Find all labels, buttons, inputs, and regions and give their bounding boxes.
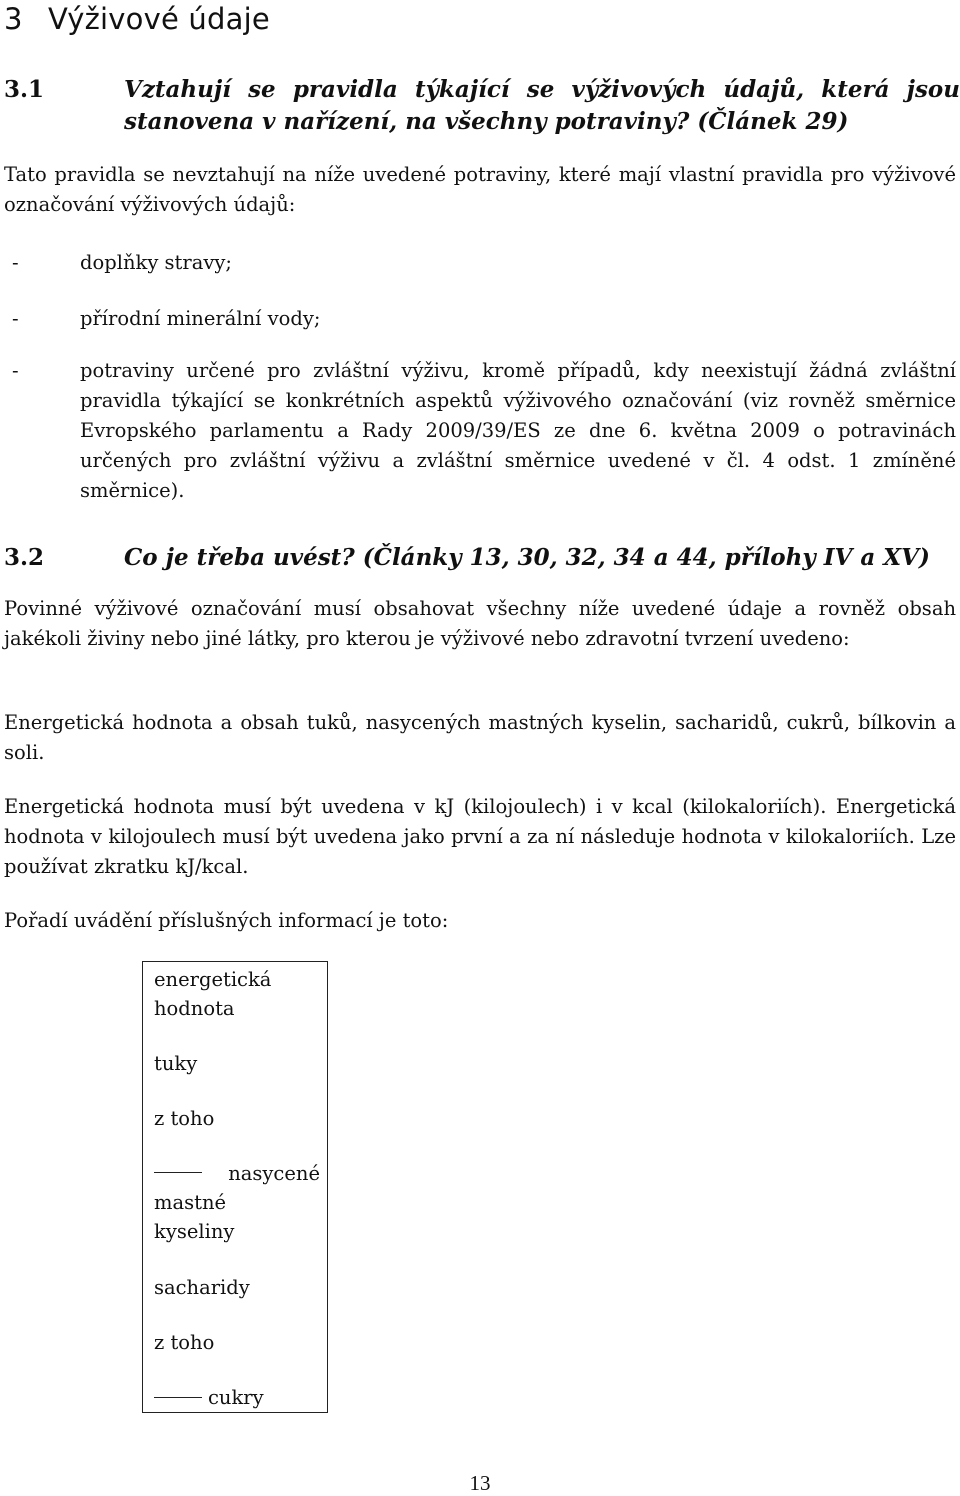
subsection-heading-3-2 bbox=[4, 542, 960, 576]
saturates-label-b: mastné kyseliny bbox=[154, 1191, 235, 1243]
fat-item: tuky bbox=[154, 1052, 198, 1075]
subsection-title: Co je třeba uvést? (Články 13, 30, 32, 34 a 44, přílohy IV a XV) bbox=[124, 544, 930, 571]
subsection-title: Vztahují se pravidla týkající se výživových údajů, která jsou stanovena v nařízení, na všechny potraviny? (Článek 29) bbox=[124, 76, 960, 135]
energy-item: energetická hodnota bbox=[154, 968, 272, 1020]
nutrition-order-box bbox=[142, 961, 328, 1413]
list-item-text: doplňky stravy; bbox=[80, 251, 232, 274]
saturates-label-a: nasycené bbox=[228, 1162, 320, 1185]
intro-paragraph: Tato pravidla se nevztahují na níže uvedené potraviny, které mají vlastní pravidla pro výživové označování výživových údajů: bbox=[4, 163, 956, 216]
dash-line bbox=[154, 1397, 202, 1398]
units-paragraph: Energetická hodnota musí být uvedena v kJ (kilojoulech) i v kcal (kilokaloriích). Energetická hodnota v kilojoulech musí být uvedena jako první a za ní následuje hodnota v kilokaloriích. Lze používat zkratku kJ/kcal. bbox=[4, 795, 956, 878]
dash-line bbox=[154, 1172, 202, 1173]
list-dash: - bbox=[12, 359, 19, 382]
section-number: 3 bbox=[4, 2, 23, 36]
of-which-label: z toho bbox=[154, 1331, 215, 1354]
section-title: Výživové údaje bbox=[48, 2, 270, 36]
subsection-number: 3.1 bbox=[4, 76, 45, 103]
subsection-number: 3.2 bbox=[4, 544, 45, 571]
order-intro-paragraph: Pořadí uvádění příslušných informací je toto: bbox=[4, 909, 449, 932]
list-item-text: potraviny určené pro zvláštní výživu, kromě případů, kdy neexistují žádná zvláštní pravidla týkající se konkrétních aspektů výživového označování (viz rovněž směrnice Evropského parlamentu a Rady 2009/39/ES ze dne 6. května 2009 o potravinách určených pro zvláštní výživu a zvláštní směrnice uvedené v čl. 4 odst. 1 zmíněné směrnice). bbox=[80, 359, 956, 502]
subsection-heading-3-1 bbox=[4, 74, 960, 144]
section-heading bbox=[4, 0, 270, 38]
saturates-item bbox=[154, 1159, 320, 1246]
mandatory-paragraph: Povinné výživové označování musí obsahovat všechny níže uvedené údaje a rovněž obsah jakékoli živiny nebo jiné látky, pro kterou je výživové nebo zdravotní tvrzení uvedeno: bbox=[4, 597, 956, 650]
list-item-text: přírodní minerální vody; bbox=[80, 307, 321, 330]
list-dash: - bbox=[12, 307, 19, 330]
page-number: 13 bbox=[469, 1471, 491, 1495]
energy-list-paragraph: Energetická hodnota a obsah tuků, nasycených mastných kyselin, sacharidů, cukrů, bílkovin a soli. bbox=[4, 711, 956, 764]
carbs-item: sacharidy bbox=[154, 1276, 250, 1299]
sugars-label: cukry bbox=[208, 1386, 264, 1409]
sugars-item bbox=[154, 1383, 320, 1412]
list-dash: - bbox=[12, 251, 19, 274]
of-which-label: z toho bbox=[154, 1107, 215, 1130]
